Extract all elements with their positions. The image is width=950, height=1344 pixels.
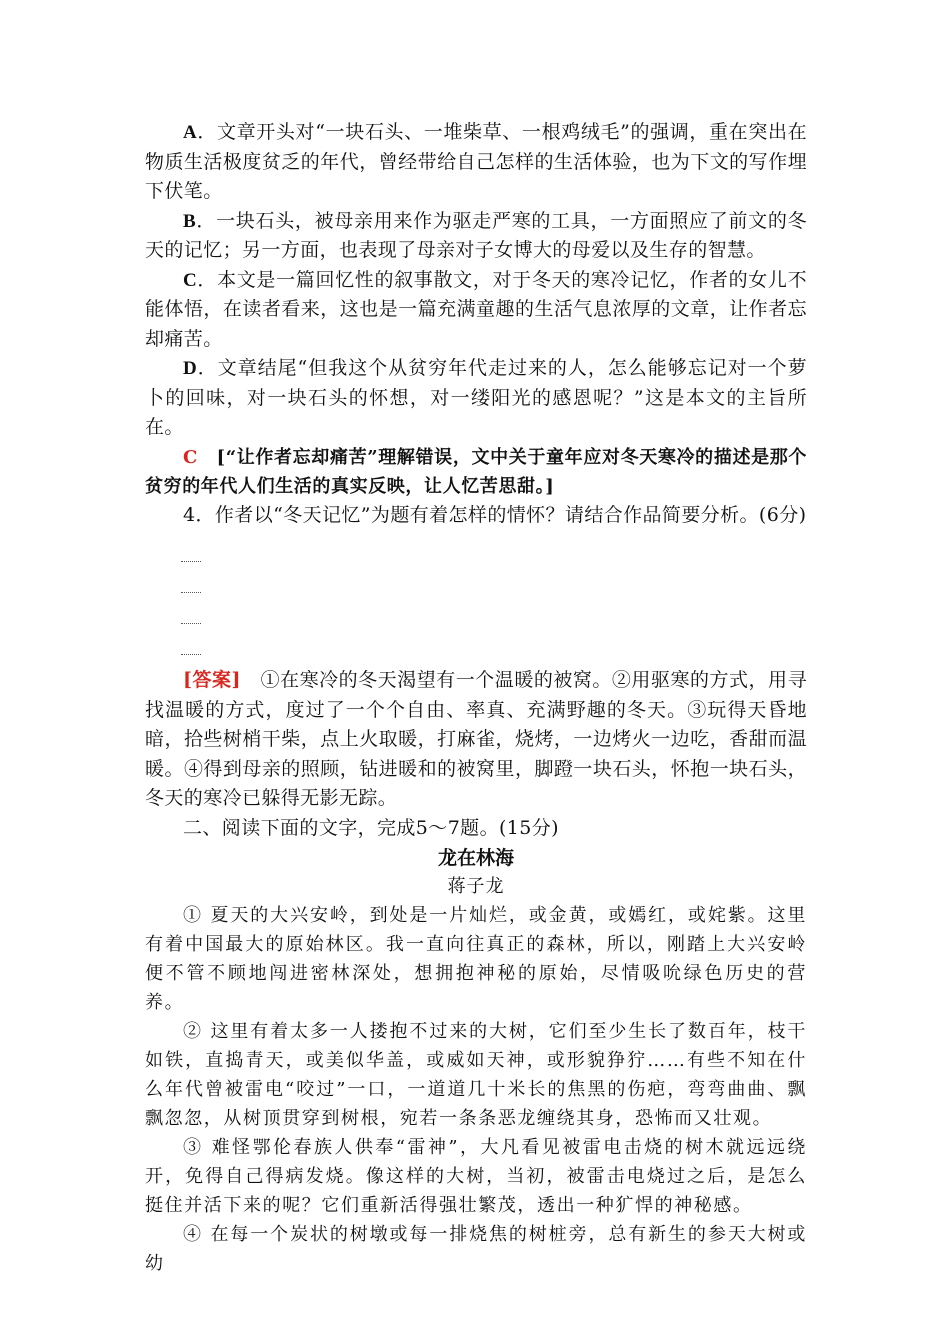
blank-line[interactable] [145,631,807,662]
option-letter: D [183,358,198,379]
blank-line[interactable] [145,569,807,600]
option-letter: A [183,122,198,143]
question4-answer [145,666,807,814]
question4-prompt: 4．作者以“冬天记忆”为题有着怎样的情怀？请结合作品简要分析。(6分) [183,503,807,526]
essay-paragraph: ① 夏天的大兴安岭，到处是一片灿烂，或金黄，或嫣红，或姹紫。这里有着中国最大的原始林区。我一直向往真正的森林，所以，刚踏上大兴安岭便不管不顾地闯进密林深处，想拥抱神秘的原始，尽情吸吮绿色历史的营养。 [145,905,807,1013]
option-text: ．文章结尾“但我这个从贫穷年代走过来的人，怎么能够忘记对一个萝卜的回味，对一块石头的怀想，对一缕阳光的感恩呢？”这是本文的主旨所在。 [145,357,807,438]
option-text: ．一块石头，被母亲用来作为驱走严寒的工具，一方面照应了前文的冬天的记忆；另一方面，也表现了母亲对子女博大的母爱以及生存的智慧。 [145,209,807,261]
blank-line[interactable] [145,538,807,569]
option-c [145,266,807,355]
option-text: ．本文是一篇回忆性的叙事散文，对于冬天的寒冷记忆，作者的女儿不能体悟，在读者看来，这也是一篇充满童趣的生活气息浓厚的文章，让作者忘却痛苦。 [145,268,807,350]
option-b [145,207,807,266]
essay-author: 蒋子龙 [447,876,505,897]
option-letter: B [183,210,197,232]
answer-label: [答案] [183,669,241,691]
answer-explanation: [“让作者忘却痛苦”理解错误，文中关于童年应对冬天寒冷的描述是那个贫穷的年代人们生活的真实反映，让人忆苦思甜。] [145,446,807,497]
answer-text: ①在寒冷的冬天渴望有一个温暖的被窝。②用驱寒的方式，用寻找温暖的方式，度过了一个个自由、率真、充满野趣的冬天。③玩得天昏地暗，拾些树梢干柴，点上火取暖，打麻雀，烧烤，一边烤火一边吃，香甜而温暖。④得到母亲的照顾，钻进暖和的被窝里，脚蹬一块石头，怀抱一块石头，冬天的寒冷已躲得无影无踪。 [145,669,807,809]
answer-blank-lines [145,538,807,662]
question3-answer [145,443,807,501]
essay-title: 龙在林海 [437,847,514,869]
essay-paragraph: ② 这里有着太多一人搂抱不过来的大树，它们至少生长了数百年，枝干如铁，直捣青天，或美似华盖，或威如天神，或形貌狰狞……有些不知在什么年代曾被雷电“咬过”一口，一道道几十米长的焦黑的伤疤，弯弯曲曲、飘飘忽忽，从树顶贯穿到树根，宛若一条条恶龙缠绕其身，恐怖而又壮观。 [145,1021,807,1129]
document-page [145,118,807,1278]
option-text: ．文章开头对“一块石头、一堆柴草、一根鸡绒毛”的强调，重在突出在物质生活极度贫乏的年代，曾经带给自己怎样的生活体验，也为下文的写作埋下伏笔。 [145,121,807,202]
option-a [145,118,807,207]
answer-letter: C [183,446,198,468]
essay-paragraph: ④ 在每一个炭状的树墩或每一排烧焦的树桩旁，总有新生的参天大树或幼 [145,1224,807,1274]
section-heading: 二、阅读下面的文字，完成5～7题。(15分) [183,816,559,839]
essay-paragraph: ③ 难怪鄂伦春族人供奉“雷神”，大凡看见被雷电击烧的树木就远远绕开，免得自己得病发烧。像这样的大树，当初，被雷击电烧过之后，是怎么挺住并活下来的呢？它们重新活得强壮繁茂，透出一种犷悍的神秘感。 [145,1137,807,1216]
blank-line[interactable] [145,600,807,631]
option-letter: C [183,269,198,291]
option-d [145,354,807,443]
